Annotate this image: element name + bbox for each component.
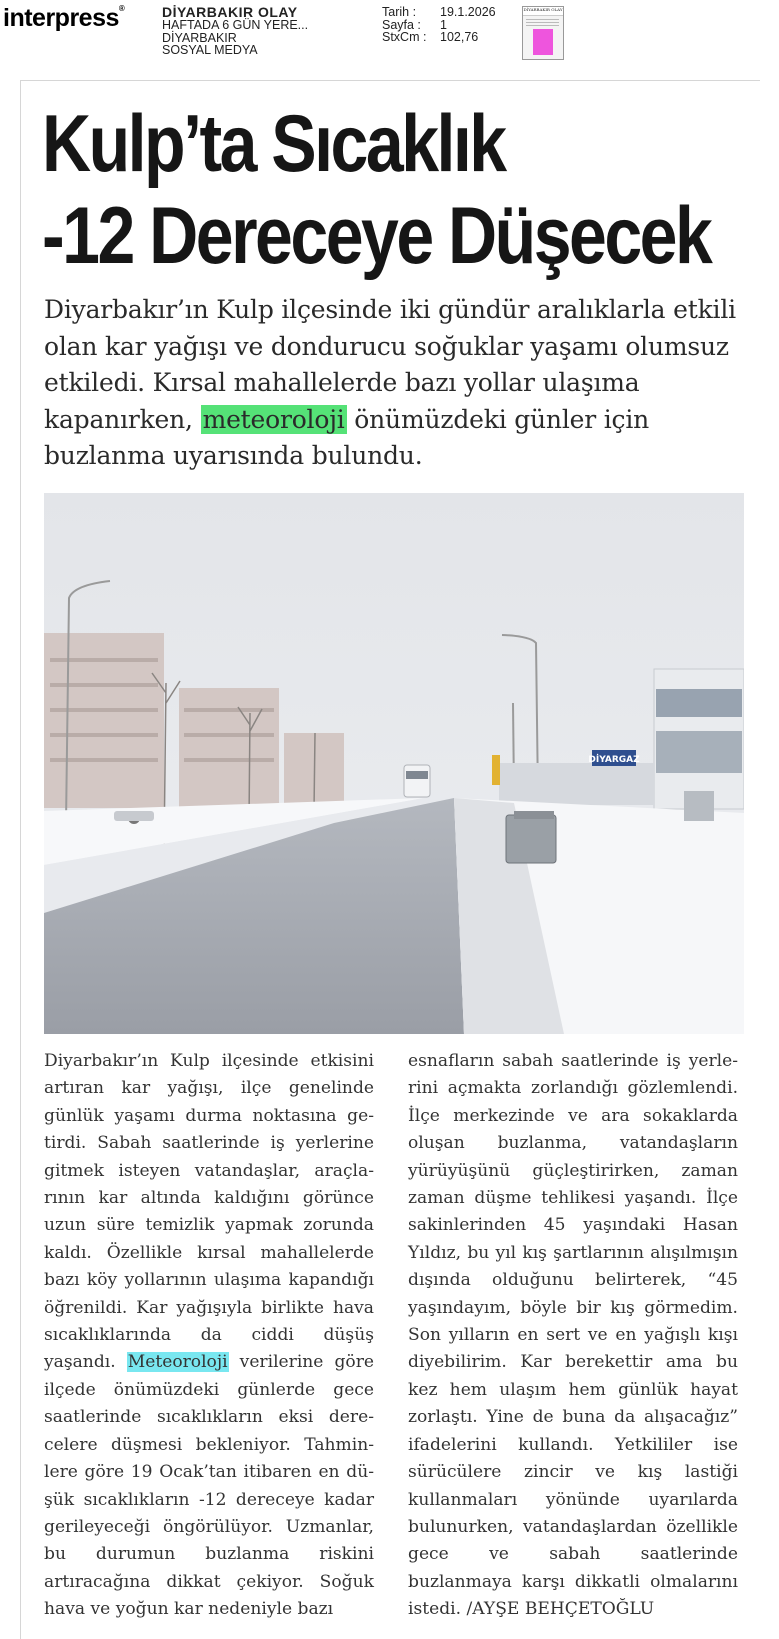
header-divider xyxy=(20,80,760,81)
body-text: Diyarbakır’ın Kulp ilçesinde etkisini artıran kar yağışı, ilçe genelinde günlük yaşamı durma noktasına getirdi. Sabah saatlerinde iş yerlerine gitmek isteyen vatandaşlar, araçlarının kar altında kaldığını görünce uzun süre temizlik yapmak zorunda kaldı. Özellikle kırsal mahallelerde bazı köy yollarının ulaşıma kapandığı öğrenildi. Kar yağışıyla birlikte hava sıcaklıklarında da ciddi düşüş yaşandı. xyxy=(44,1051,374,1373)
thumbnail-masthead: DİYARBAKIR OLAY xyxy=(523,7,563,16)
publication-city: DİYARBAKIR xyxy=(162,30,237,45)
page-thumbnail[interactable] xyxy=(522,6,564,60)
area-label: StxCm : xyxy=(382,30,427,44)
keyword-highlight: meteoroloji xyxy=(202,404,345,434)
snowy-street-photo xyxy=(44,493,744,1034)
lead-text-end: önümüzdeki günler için buzlanma uyarısında bulundu. xyxy=(44,404,650,470)
left-margin-rule xyxy=(20,80,21,1639)
thumbnail-line xyxy=(526,22,559,23)
thumbnail-line xyxy=(526,25,559,26)
photo-sign-text: DİYARGAZ xyxy=(588,755,640,765)
interpress-logo xyxy=(3,4,124,33)
page-label: Sayfa : xyxy=(382,17,421,32)
date-label: Tarih : xyxy=(382,5,417,19)
logo-text: interpress xyxy=(3,4,119,32)
headline-line-1: Kulp’ta Sıcaklık xyxy=(42,99,505,189)
page-value: 1 xyxy=(440,17,447,32)
publication-info xyxy=(162,6,308,57)
date-value: 19.1.2026 xyxy=(440,5,496,19)
publication-name: DİYARBAKIR OLAY xyxy=(162,4,298,20)
body-text-continued: verilerine göre ilçede önümüzdeki günlerde gece saatlerinde sıcaklıkların eksi derecelere düşmesi bekleniyor. Tahminlere göre 19 Ocak’tan itibaren en düşük sıcaklıkların -12 dereceye kadar gerileyeceği öngörülüyor. Uzmanlar, bu durumun buzlanma riskini artıracağına dikkat çekiyor. Soğuk hava ve yoğun kar nedeniyle bazı xyxy=(44,1352,374,1620)
body-text: esnafların sabah saatlerinde iş yerlerini açmakta zorlandığı gözlemlendi. İlçe merkezinde ve ara sokaklarda oluşan buzlanma, vatandaşların yürüyüşünü güçleştirirken, zaman zaman düşme tehlikesi yaşandı. İlçe sakinlerinden 45 yaşındaki Hasan Yıldız, bu yıl kış şartlarının alışılmışın dışında olduğunu belirterek, “45 yaşındayım, böyle bir kış görmedim. Son yılların en sert ve en yağışlı kışı diyebilirim. Kar berekettir ama bu kez hem ulaşım hem günlük hayat zorlaştı. Yine de buna da alışacağız” ifadelerini kullandı. Yetkililer ise sürücülere zincir ve kış lastiği kullanmaları yönünde uyarılarda bulunurken, vatandaşlardan özellikle gece ve sabah saatlerinde buzlanmaya karşı dikkatli olmalarını istedi. /AYŞE BEHÇETOĞLU xyxy=(408,1051,738,1620)
lead-text: Diyarbakır’ın Kulp ilçesinde iki gündür aralıklarla etkili olan kar yağışı ve dondurucu soğuklar yaşamı olumsuz etkiledi. Kırsal mahallelerde bazı yollar ulaşıma kapanırken, xyxy=(44,295,736,434)
article-body-column-1 xyxy=(44,1048,374,1624)
publication-category: SOSYAL MEDYA xyxy=(162,43,258,57)
publication-frequency: HAFTADA 6 GÜN YERE... xyxy=(162,18,309,32)
keyword-highlight: Meteoroloji xyxy=(127,1352,228,1373)
clipping-header xyxy=(0,0,779,62)
registered-mark: ® xyxy=(118,4,125,13)
article-lead xyxy=(44,292,744,475)
thumbnail-line xyxy=(526,19,559,20)
article-headline xyxy=(42,98,711,282)
area-row xyxy=(382,31,496,44)
date-row xyxy=(382,6,496,19)
article-body-column-2 xyxy=(408,1048,738,1624)
headline-line-2: -12 Dereceye Düşecek xyxy=(42,191,711,281)
clipping-meta xyxy=(382,6,496,44)
area-value: 102,76 xyxy=(440,30,479,44)
thumbnail-highlight xyxy=(533,29,553,55)
